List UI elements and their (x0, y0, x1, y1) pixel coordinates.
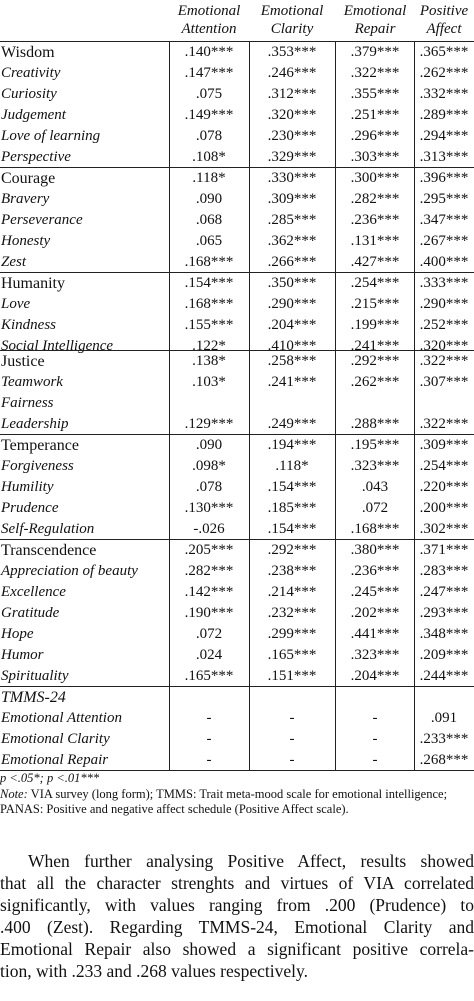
table-row (0, 645, 474, 666)
cell-emotional-repair: .322*** (350, 65, 400, 81)
cell-positive-affect: .247*** (419, 584, 469, 600)
table-row (0, 540, 474, 561)
cell-positive-affect: .333*** (419, 275, 469, 291)
cell-emotional-repair: .195*** (350, 437, 400, 453)
cell-positive-affect: .347*** (419, 212, 469, 228)
table-row (0, 435, 474, 456)
cell-emotional-attention: .098* (192, 458, 226, 474)
cell-emotional-attention: .130*** (184, 500, 234, 516)
cell-emotional-clarity: .350*** (267, 275, 317, 291)
row-label: TMMS-24 (1, 689, 66, 706)
cell-emotional-repair: .254*** (350, 275, 400, 291)
cell-positive-affect: .294*** (419, 128, 469, 144)
cell-emotional-clarity: .266*** (267, 254, 317, 270)
cell-emotional-attention: .122* (192, 338, 226, 354)
cell-emotional-attention: .282*** (184, 563, 234, 579)
cell-emotional-repair: .292*** (350, 353, 400, 369)
cell-emotional-repair: .288*** (350, 416, 400, 432)
cell-positive-affect: .262*** (419, 65, 469, 81)
cell-emotional-repair: .199*** (350, 317, 400, 333)
col-header-line: Affect (426, 21, 462, 37)
cell-emotional-attention: .147*** (184, 65, 234, 81)
table-row (0, 750, 474, 771)
cell-positive-affect: .348*** (419, 626, 469, 642)
paragraph-line: .400 (Zest). Regarding TMMS-24, Emotional Clarity and (0, 917, 474, 937)
table-row (0, 273, 474, 294)
table-row (0, 252, 474, 273)
paragraph-line: Emotional Repair also showed a significant positive correla- (0, 939, 474, 959)
cell-emotional-repair: .323*** (350, 647, 400, 663)
cell-emotional-clarity: .285*** (267, 212, 317, 228)
cell-positive-affect: .322*** (419, 416, 469, 432)
col-header-line: Emotional (177, 3, 241, 19)
cell-emotional-attention: .205*** (184, 542, 234, 558)
table-row (0, 687, 474, 708)
table-row (0, 477, 474, 498)
cell-emotional-repair: .236*** (350, 563, 400, 579)
table-note (0, 787, 474, 817)
cell-emotional-clarity: - (289, 710, 295, 726)
section-rule (0, 434, 474, 435)
note-label: Note: (0, 787, 28, 801)
table-row (0, 42, 474, 63)
cell-emotional-clarity: .165*** (267, 647, 317, 663)
cell-positive-affect: .320*** (419, 338, 469, 354)
col-header-line: Attention (181, 21, 237, 37)
table-row (0, 63, 474, 84)
cell-emotional-clarity: .232*** (267, 605, 317, 621)
table-row (0, 666, 474, 687)
col-header-emotional-clarity (249, 2, 335, 40)
cell-positive-affect: .313*** (419, 149, 469, 165)
cell-emotional-clarity: .249*** (267, 416, 317, 432)
cell-positive-affect: .332*** (419, 86, 469, 102)
cell-emotional-clarity: .214*** (267, 584, 317, 600)
cell-emotional-repair: .323*** (350, 458, 400, 474)
table-row (0, 168, 474, 189)
cell-emotional-attention: .090 (195, 437, 223, 453)
row-label: Hope (1, 626, 34, 642)
cell-emotional-repair: .236*** (350, 212, 400, 228)
cell-emotional-repair: - (372, 752, 378, 768)
row-label: Appreciation of beauty (1, 563, 138, 579)
cell-emotional-repair: .296*** (350, 128, 400, 144)
row-label: Fairness (1, 395, 54, 411)
cell-emotional-attention: .024 (195, 647, 223, 663)
cell-positive-affect: .254*** (419, 458, 469, 474)
row-label: Wisdom (1, 44, 55, 61)
cell-emotional-attention: .190*** (184, 605, 234, 621)
cell-positive-affect: .400*** (419, 254, 469, 270)
cell-positive-affect: .200*** (419, 500, 469, 516)
section-rule (0, 539, 474, 540)
paragraph-line: When further analysing Positive Affect, results showed (28, 851, 474, 871)
table-row (0, 372, 474, 393)
cell-positive-affect: .309*** (419, 437, 469, 453)
col-header-line: Clarity (270, 21, 314, 37)
table-row (0, 126, 474, 147)
table-row (0, 393, 474, 414)
col-header-emotional-repair (335, 2, 415, 40)
col-header-positive-affect (414, 2, 474, 40)
cell-emotional-clarity: .410*** (267, 338, 317, 354)
cell-positive-affect: .220*** (419, 479, 469, 495)
row-label: Forgiveness (1, 458, 74, 474)
cell-emotional-repair: .215*** (350, 296, 400, 312)
cell-positive-affect: .293*** (419, 605, 469, 621)
cell-emotional-clarity: .204*** (267, 317, 317, 333)
cell-emotional-clarity: .330*** (267, 170, 317, 186)
table-row (0, 561, 474, 582)
row-label: Leadership (1, 416, 69, 432)
cell-emotional-attention: - (206, 710, 212, 726)
cell-emotional-attention: .154*** (184, 275, 234, 291)
cell-emotional-repair: .355*** (350, 86, 400, 102)
cell-emotional-repair: .202*** (350, 605, 400, 621)
cell-emotional-repair: .131*** (350, 233, 400, 249)
row-label: Gratitude (1, 605, 60, 621)
table-row (0, 729, 474, 750)
table-row (0, 210, 474, 231)
row-label: Perseverance (1, 212, 83, 228)
cell-emotional-attention: .168*** (184, 296, 234, 312)
cell-emotional-clarity: .238*** (267, 563, 317, 579)
cell-emotional-attention: .142*** (184, 584, 234, 600)
cell-emotional-repair: .282*** (350, 191, 400, 207)
significance-note: p <.05*; p <.01*** (0, 771, 100, 785)
cell-emotional-repair: .300*** (350, 170, 400, 186)
cell-emotional-clarity: .246*** (267, 65, 317, 81)
cell-emotional-clarity: .194*** (267, 437, 317, 453)
section-rule (0, 272, 474, 273)
cell-emotional-attention: .168*** (184, 254, 234, 270)
cell-emotional-clarity: .292*** (267, 542, 317, 558)
cell-emotional-clarity: .362*** (267, 233, 317, 249)
cell-emotional-repair: .245*** (350, 584, 400, 600)
cell-emotional-clarity: .309*** (267, 191, 317, 207)
cell-emotional-attention: .155*** (184, 317, 234, 333)
cell-positive-affect: .268*** (419, 752, 469, 768)
cell-positive-affect: .307*** (419, 374, 469, 390)
cell-emotional-repair: .241*** (350, 338, 400, 354)
row-label: Bravery (1, 191, 50, 207)
cell-emotional-clarity: .353*** (267, 44, 317, 60)
table-row (0, 582, 474, 603)
section-rule (0, 686, 474, 687)
row-label: Humor (1, 647, 44, 663)
cell-positive-affect: .283*** (419, 563, 469, 579)
col-header-line: Repair (354, 21, 396, 37)
cell-emotional-repair: .043 (361, 479, 389, 495)
row-label: Love (1, 296, 31, 312)
col-header-line: Emotional (260, 3, 324, 19)
table-row (0, 105, 474, 126)
paragraph-line: tion, with .233 and .268 values respectively. (0, 961, 308, 981)
row-label: Curiosity (1, 86, 57, 102)
cell-emotional-repair: .380*** (350, 542, 400, 558)
cell-emotional-attention: .072 (195, 626, 223, 642)
cell-positive-affect: .091 (430, 710, 458, 726)
row-label: Emotional Repair (1, 752, 109, 768)
table-row (0, 84, 474, 105)
row-label: Emotional Attention (1, 710, 122, 726)
cell-positive-affect: .209*** (419, 647, 469, 663)
cell-positive-affect: .371*** (419, 542, 469, 558)
cell-emotional-attention: .068 (195, 212, 223, 228)
cell-emotional-attention: .140*** (184, 44, 234, 60)
table-row (0, 603, 474, 624)
col-header-emotional-attention (169, 2, 249, 40)
row-label: Judgement (1, 107, 66, 123)
row-label: Creativity (1, 65, 61, 81)
cell-emotional-attention: .149*** (184, 107, 234, 123)
cell-positive-affect: .289*** (419, 107, 469, 123)
cell-emotional-repair: .251*** (350, 107, 400, 123)
row-label: Zest (1, 254, 27, 270)
cell-positive-affect: .267*** (419, 233, 469, 249)
section-rule (0, 167, 474, 168)
cell-emotional-clarity: .290*** (267, 296, 317, 312)
table-row (0, 294, 474, 315)
cell-emotional-attention: .165*** (184, 668, 234, 684)
row-label: Humility (1, 479, 54, 495)
cell-emotional-repair: - (372, 710, 378, 726)
table-row (0, 519, 474, 540)
row-label: Kindness (1, 317, 57, 333)
table-row (0, 231, 474, 252)
cell-emotional-attention: .129*** (184, 416, 234, 432)
row-label: Transcendence (1, 542, 97, 559)
cell-emotional-clarity: .258*** (267, 353, 317, 369)
cell-emotional-attention: .103* (192, 374, 226, 390)
cell-emotional-attention: .075 (195, 86, 223, 102)
col-header-line: Emotional (343, 3, 407, 19)
table-row (0, 414, 474, 435)
cell-emotional-clarity: .320*** (267, 107, 317, 123)
cell-positive-affect: .302*** (419, 521, 469, 537)
cell-emotional-attention: .078 (195, 479, 223, 495)
cell-emotional-clarity: .230*** (267, 128, 317, 144)
cell-emotional-repair: .379*** (350, 44, 400, 60)
cell-emotional-attention: .078 (195, 128, 223, 144)
cell-positive-affect: .252*** (419, 317, 469, 333)
row-label: Teamwork (1, 374, 63, 390)
cell-emotional-repair: - (372, 731, 378, 747)
table-top-rule (0, 41, 474, 42)
cell-emotional-repair: .303*** (350, 149, 400, 165)
cell-emotional-attention: .118* (192, 170, 226, 186)
cell-positive-affect: .396*** (419, 170, 469, 186)
cell-emotional-attention: .090 (195, 191, 223, 207)
row-label: Spirituality (1, 668, 69, 684)
table-row (0, 456, 474, 477)
cell-emotional-clarity: .151*** (267, 668, 317, 684)
cell-emotional-attention: -.026 (193, 521, 225, 537)
row-label: Self-Regulation (1, 521, 95, 537)
cell-emotional-clarity: .312*** (267, 86, 317, 102)
cell-emotional-repair: .427*** (350, 254, 400, 270)
cell-emotional-attention: .108* (192, 149, 226, 165)
paragraph-line: that all the character strenghts and virtues of VIA correlated (0, 873, 474, 893)
row-label: Prudence (1, 500, 59, 516)
cell-emotional-clarity: .154*** (267, 521, 317, 537)
cell-emotional-repair: .204*** (350, 668, 400, 684)
cell-emotional-clarity: .154*** (267, 479, 317, 495)
row-label: Temperance (1, 437, 79, 454)
cell-emotional-clarity: .299*** (267, 626, 317, 642)
cell-emotional-repair: .072 (361, 500, 389, 516)
col-header-line: Positive (419, 3, 469, 19)
row-label: Honesty (1, 233, 51, 249)
cell-positive-affect: .295*** (419, 191, 469, 207)
cell-emotional-clarity: .185*** (267, 500, 317, 516)
row-label: Social Intelligence (1, 338, 114, 354)
note-text: VIA survey (long form); TMMS: Trait meta-mood scale for emotional intelligence; PANAS: Positive and negative affect schedule (Positive Affect scale). (0, 787, 448, 816)
section-rule (0, 350, 474, 351)
cell-emotional-clarity: - (289, 752, 295, 768)
row-label: Emotional Clarity (1, 731, 110, 747)
cell-emotional-repair: .168*** (350, 521, 400, 537)
cell-positive-affect: .365*** (419, 44, 469, 60)
table-row (0, 189, 474, 210)
body-paragraph (0, 850, 474, 982)
table-row (0, 708, 474, 729)
cell-emotional-attention: - (206, 752, 212, 768)
cell-positive-affect: .233*** (419, 731, 469, 747)
row-label: Humanity (1, 275, 65, 292)
cell-emotional-attention: .065 (195, 233, 223, 249)
cell-positive-affect: .244*** (419, 668, 469, 684)
table-row (0, 351, 474, 372)
row-label: Excellence (1, 584, 66, 600)
cell-emotional-clarity: .329*** (267, 149, 317, 165)
table-row (0, 624, 474, 645)
cell-positive-affect: .322*** (419, 353, 469, 369)
row-label: Perspective (1, 149, 71, 165)
row-label: Justice (1, 353, 45, 370)
cell-positive-affect: .290*** (419, 296, 469, 312)
cell-emotional-clarity: - (289, 731, 295, 747)
row-label: Courage (1, 170, 56, 187)
table-row (0, 315, 474, 336)
cell-emotional-attention: .138* (192, 353, 226, 369)
table-row (0, 147, 474, 168)
table-row (0, 498, 474, 519)
cell-emotional-repair: .441*** (350, 626, 400, 642)
row-label: Love of learning (1, 128, 101, 144)
paragraph-line: significantly, with values ranging from .200 (Prudence) to (0, 895, 474, 915)
cell-emotional-attention: - (206, 731, 212, 747)
cell-emotional-clarity: .118* (275, 458, 309, 474)
cell-emotional-clarity: .241*** (267, 374, 317, 390)
cell-emotional-repair: .262*** (350, 374, 400, 390)
